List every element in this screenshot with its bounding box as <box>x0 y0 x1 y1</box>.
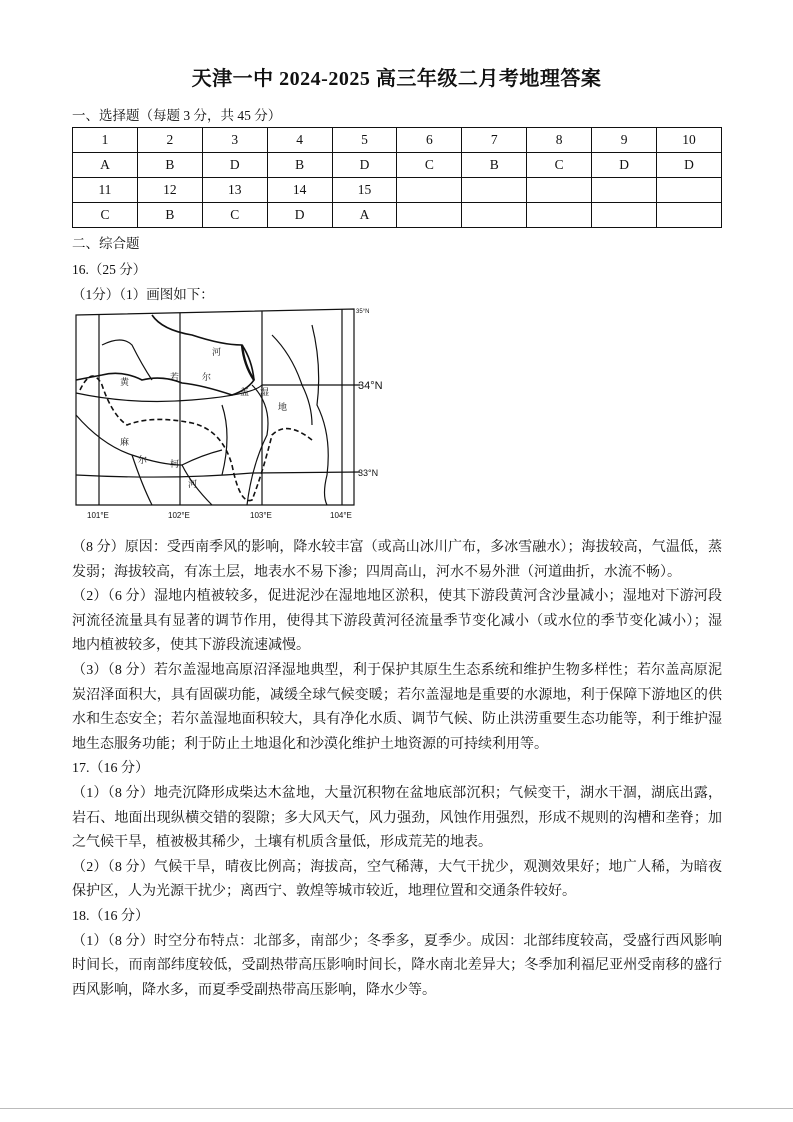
table-cell: 14 <box>267 178 332 203</box>
answer-body <box>72 536 722 1003</box>
table-cell: 10 <box>657 128 722 153</box>
table-cell: 1 <box>73 128 138 153</box>
table-cell: D <box>267 203 332 228</box>
answer-row <box>73 153 722 178</box>
table-cell: 4 <box>267 128 332 153</box>
map-label: 柯 <box>170 459 180 469</box>
table-cell <box>462 178 527 203</box>
table-cell <box>462 203 527 228</box>
lon-label: 101°E <box>87 511 109 520</box>
map-label: 湿 <box>260 387 270 397</box>
table-cell: C <box>397 153 462 178</box>
map-label: 尔 <box>138 455 148 465</box>
map-label: 麻 <box>120 437 130 447</box>
table-cell: C <box>202 203 267 228</box>
table-cell: 9 <box>592 128 657 153</box>
map-label: 河 <box>212 347 222 357</box>
q18-header: 18.（16 分） <box>72 908 149 924</box>
table-cell: 11 <box>73 178 138 203</box>
table-cell: D <box>332 153 397 178</box>
table-cell: 3 <box>202 128 267 153</box>
table-cell: B <box>137 153 202 178</box>
table-cell: D <box>592 153 657 178</box>
map-label: 河 <box>188 479 198 489</box>
table-cell: 2 <box>137 128 202 153</box>
q17-part1: （1）（8 分）地壳沉降形成柴达木盆地，大量沉积物在盆地底部沉积；气候变干，湖水干涸，湖底出露，岩石、地面出现纵横交错的裂隙；多大风天气，风力强劲，风蚀作用强烈，形成不规则的沟槽和垄脊；加之气候干旱，植被极其稀少，土壤有机质含量低，形成荒芜的地表。 <box>72 785 722 851</box>
table-cell: D <box>202 153 267 178</box>
answer-table <box>72 127 722 228</box>
table-cell <box>397 178 462 203</box>
lon-label: 103°E <box>250 511 272 520</box>
question-number-row <box>73 178 722 203</box>
table-cell <box>527 203 592 228</box>
table-cell <box>592 178 657 203</box>
q17-header: 17.（16 分） <box>72 761 149 777</box>
table-cell <box>397 203 462 228</box>
section-comprehensive-heading: 二、综合题 <box>72 236 140 251</box>
section-choice-heading: 一、选择题（每题 3 分，共 45 分） <box>72 108 282 123</box>
page-bottom-divider <box>0 1108 793 1109</box>
q16-header: 16.（25 分） <box>72 262 147 277</box>
q16-part1-reason: （8 分）原因：受西南季风的影响，降水较丰富（或高山冰川广布，多冰雪融水）；海拔较高，气温低，蒸发弱；海拔较高，有冻土层，地表水不易下渗；四周高山，河水不易外泄（河道曲折，水流不畅）。 <box>72 540 722 580</box>
table-cell: 12 <box>137 178 202 203</box>
table-cell: D <box>657 153 722 178</box>
ruoergai-map <box>72 305 384 523</box>
table-cell: B <box>137 203 202 228</box>
table-cell <box>657 178 722 203</box>
table-cell <box>657 203 722 228</box>
q18-part1: （1）（8 分）时空分布特点：北部多，南部少；冬季多，夏季少。成因：北部纬度较高，受盛行西风影响时间长，而南部纬度较低，受副热带高压影响时间长，降水南北差异大；冬季加利福尼亚州受南移的盛行西风影响，降水多，而夏季受副热带高压影响，降水少等。 <box>72 933 722 998</box>
table-cell: B <box>462 153 527 178</box>
lat-label: 35°N <box>356 309 370 315</box>
table-cell: A <box>332 203 397 228</box>
table-cell: B <box>267 153 332 178</box>
table-cell: C <box>73 203 138 228</box>
q16-part1: （1分）（1）画图如下： <box>72 287 214 302</box>
q16-part3: （3）（8 分）若尔盖湿地高原沼泽湿地典型，利于保护其原生生态系统和维护生物多样性；若尔盖高原泥炭沼泽面积大，具有固碳功能，减缓全球气候变暖；若尔盖湿地是重要的水源地，利于保障下游地区的供水和生态安全；若尔盖湿地面积较大，具有净化水质、调节气候、防止洪涝重要生态功能等，利于维护湿地生态服务功能；利于防止土地退化和沙漠化维护土地资源的可持续利用等。 <box>72 662 722 752</box>
table-cell <box>592 203 657 228</box>
q16-part2: （2）（6 分）湿地内植被较多，促进泥沙在湿地地区淤积，使其下游段黄河含沙量减小；湿地对下游河段河流径流量具有显著的调节作用，使得其下游段黄河径流量季节变化减小（或水位的季节变化减小）；湿地内植被较多，使其下游段流速减慢。 <box>72 589 722 654</box>
q17-part2: （2）（8 分）气候干旱，晴夜比例高；海拔高，空气稀薄，大气干扰少，观测效果好；地广人稀，为暗夜保护区，人为光源干扰少；离西宁、敦煌等城市较近，地理位置和交通条件较好。 <box>72 859 722 900</box>
lon-label: 102°E <box>168 511 190 520</box>
lon-label: 104°E <box>330 511 352 520</box>
answer-row <box>73 203 722 228</box>
map-label: 盖 <box>240 387 250 397</box>
table-cell: 8 <box>527 128 592 153</box>
table-cell: 15 <box>332 178 397 203</box>
table-cell: 5 <box>332 128 397 153</box>
map-label: 地 <box>278 402 288 412</box>
table-cell <box>527 178 592 203</box>
table-cell: A <box>73 153 138 178</box>
table-cell: 7 <box>462 128 527 153</box>
table-cell: 13 <box>202 178 267 203</box>
question-number-row <box>73 128 722 153</box>
lat-label: 33°N <box>358 468 379 478</box>
map-label: 若 <box>170 372 180 382</box>
page-title: 天津一中 2024-2025 高三年级二月考地理答案 <box>191 68 602 90</box>
map-label: 黄 <box>120 377 130 387</box>
table-cell: C <box>527 153 592 178</box>
table-cell: 6 <box>397 128 462 153</box>
map-label: 尔 <box>202 372 212 382</box>
lat-label: 34°N <box>358 380 383 392</box>
